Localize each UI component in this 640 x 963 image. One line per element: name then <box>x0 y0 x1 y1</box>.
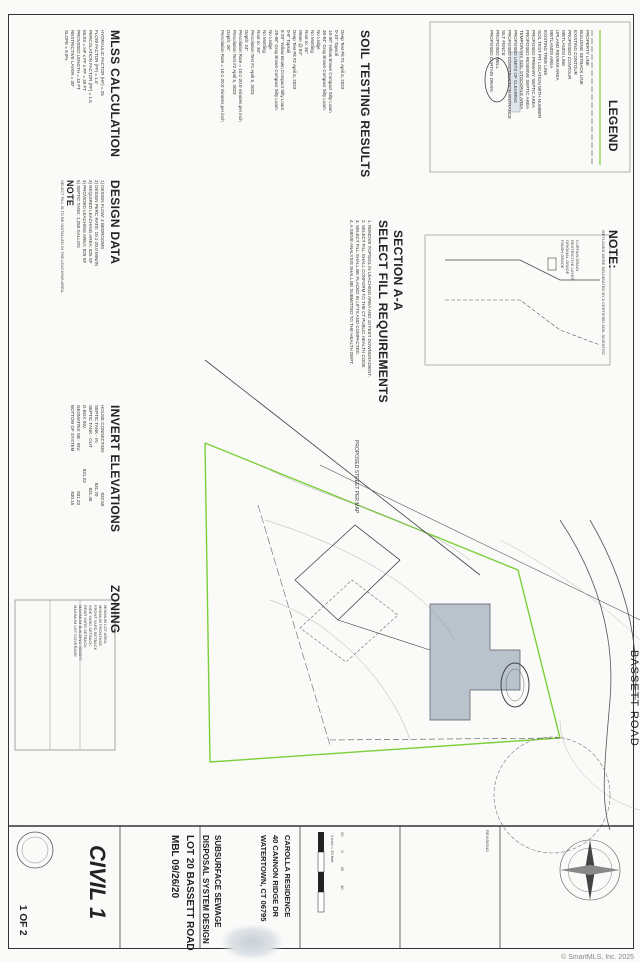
contour-line <box>270 600 410 740</box>
invert-value: 830.15 <box>70 491 75 506</box>
invert-row <box>87 405 93 506</box>
design-data-lines <box>75 180 105 266</box>
scale-bar <box>318 832 324 912</box>
road-label: BASSETT ROAD <box>628 650 640 747</box>
soil-test-line: Root to: 36" <box>304 30 309 54</box>
soil-testing-heading: SOIL TESTING RESULTS <box>358 30 372 178</box>
legend-heading: LEGEND <box>606 100 620 152</box>
section-heading: SECTION A-A <box>391 230 405 311</box>
select-fill-line: 2. SELECT FILL SHALL CONFORM TO THE CT PUBLIC HEALTH CODE. <box>361 220 366 369</box>
north-arrow-icon <box>560 840 620 900</box>
legend-item: PROPOSED PRIMARY SEPTIC AREA <box>531 30 536 108</box>
legend-item: SILT FENCE <box>501 30 506 56</box>
contour-line <box>500 540 640 640</box>
zoning-row: MAXIMUM BUILDING HEIGHT <box>78 605 83 661</box>
client-address: 40 CANNON RIDGE DR <box>271 835 280 918</box>
property-line <box>320 465 640 620</box>
scale-ticks <box>340 832 345 904</box>
legend-item: PROPOSED LIMITS OF CLEARING <box>513 30 518 104</box>
legend-item: EXISTING TREE LINE <box>543 30 548 76</box>
section-labels <box>560 240 580 280</box>
soil-test-line: 30-84" Gray Brown Compact Silty Loam <box>322 30 327 110</box>
legend-item: PROPOSED RESERVE SEPTIC AREA <box>525 30 530 109</box>
mlss-line: RESTRICTIVE LAYER = 30" <box>70 30 75 88</box>
design-data-heading: DESIGN DATA <box>108 180 122 265</box>
scale-label: 1 inch = 20 feet <box>330 835 335 863</box>
mbl-label: MBL 09/26/20 <box>169 835 180 899</box>
scale-tick-label: 40 <box>340 885 345 890</box>
soil-test-line: Deep Test Pit #2 April 6, 2023 <box>292 30 297 90</box>
client-city: WATERTOWN, CT 06795 <box>259 835 268 922</box>
sewer-pipe <box>338 620 430 650</box>
mlss-line: SLOPE = 8.0% <box>64 30 69 61</box>
zoning-rows <box>73 605 108 661</box>
select-fill-lines <box>348 220 372 377</box>
legend-item: SOIL TEST PIT LOCATION WITH NUMBER <box>537 30 542 119</box>
soil-test-line: Depth: 26" <box>226 30 231 52</box>
zoning-block <box>108 585 122 633</box>
plan-title-1: SUBSURFACE SEWAGE <box>213 835 222 928</box>
section-label: FINISH GRADE <box>560 240 565 269</box>
contour-line <box>270 470 470 560</box>
invert-elevations-block <box>108 405 122 532</box>
invert-value: 831.23 <box>76 491 81 506</box>
zoning-heading: ZONING <box>108 585 122 634</box>
soil-test-line: 28-86" Gray Brown Compact Silty Loam <box>274 30 279 110</box>
scale-tick-label: 20 <box>340 866 345 872</box>
zoning-row: MINIMUM LOT AREA <box>103 605 108 644</box>
watermark: © SmartMLS, Inc. 2025 <box>561 954 634 961</box>
invert-row <box>93 405 99 506</box>
invert-rows <box>69 405 105 506</box>
soil-test-line: Water @ 84" <box>298 30 303 56</box>
soil-test-line: 0-10" Topsoil <box>334 30 339 56</box>
section-label: CURTAIN DRAIN <box>575 240 580 271</box>
revisions-label: REVISIONS <box>485 830 490 852</box>
select-fill-heading: SELECT FILL REQUIREMENTS <box>376 220 390 403</box>
note-block <box>601 230 620 356</box>
soil-test-line: Deep Test Pit #1 April 6, 2023 <box>340 30 345 90</box>
invert-label: D-BOX INV. <box>82 405 87 429</box>
select-fill-line: 4. A SIEVE ANALYSIS SHALL BE SUBMITTED TO THE HEALTH DEPT. <box>349 220 354 365</box>
client-name: CAROLLA RESIDENCE <box>283 835 292 918</box>
legend-item: PROPOSED CONSTRUCTION ENTRANCE <box>507 30 512 120</box>
invert-row <box>75 405 81 506</box>
soil-test-line: No Ledge <box>268 30 273 50</box>
invert-row <box>69 405 75 506</box>
mlss-line: PERCOLATION FACTOR (PF) = 1.5 <box>88 30 93 103</box>
mlss-lines <box>63 30 105 103</box>
zoning-row: SIDE YARD SETBACK <box>88 605 93 646</box>
zoning-row: MINIMUM FRONTAGE <box>98 605 103 647</box>
legend-item: PROPOSED CURTAIN DRAIN <box>489 30 494 92</box>
project-title: LOT 20 BASSETT ROAD <box>184 835 195 951</box>
plan-title-2: DISPOSAL SYSTEM DESIGN <box>201 835 210 944</box>
section-a-a-drawing <box>425 235 610 365</box>
cul-de-sac <box>494 737 610 853</box>
soil-test-line: No Mottling <box>262 30 267 53</box>
invert-value: 832.50 <box>100 492 105 507</box>
soil-test-line: Percolation Rate = 10.1-20.0 minutes per inch <box>238 30 243 122</box>
soil-test-line: Percolation Test #2 April 6, 2023 <box>232 30 237 95</box>
legend-item: PROPERTY LINE <box>585 30 590 66</box>
design-data-line: 2) DESIGN PERC RATE: 10.1-20.0 MIN/IN <box>94 180 99 266</box>
design-data-line: 3) REQUIRED LEACHING AREA: 825 SF <box>88 180 93 264</box>
section-label: ORIGINAL GRADE <box>565 240 570 275</box>
legend-block <box>606 100 620 152</box>
mlss-block <box>108 30 122 157</box>
sheet-number: 1 OF 2 <box>17 905 28 936</box>
select-fill-line: 1. REMOVE TOPSOIL IN LEACHING AREA AND 10 FEET DOWNGRADIENT. <box>367 220 372 377</box>
invert-label: HOUSE CONNECTION <box>100 405 105 453</box>
select-fill-block <box>376 220 390 403</box>
design-data-line: 5) SEPTIC TANK: 1,250 GALLON <box>76 180 81 248</box>
zoning-row: REAR YARD SETBACK <box>83 605 88 648</box>
legend-item: PROPOSED WELL <box>495 30 500 70</box>
invert-row <box>99 405 105 506</box>
legend-item: TEMPORARY SOIL STOCKPILE AREA <box>519 30 524 110</box>
mlss-line: PROVIDED LENGTH = 43 FT <box>76 30 81 90</box>
legend-item: UPLAND REVIEW AREA <box>555 30 560 81</box>
soil-test-line: 8-28" Yellow Brown Compact Silty Loam <box>280 30 285 111</box>
mlss-heading: MLSS CALCULATION <box>108 30 122 158</box>
road-edge <box>560 520 611 830</box>
design-data-block <box>108 180 122 264</box>
design-note: NOTE SELECT FILL IS TO BE INSTALLED IN THE LEACHING AREA. <box>60 180 75 294</box>
leaching-area <box>295 525 400 620</box>
invert-label: GEOMATRIX SB - INV. <box>76 405 81 452</box>
legend-item: PROPOSED CONTOUR <box>567 30 572 80</box>
engineer-seal <box>17 832 53 868</box>
invert-value: 831.70 <box>94 482 99 497</box>
soil-test-line: Root to: 30" <box>256 30 261 54</box>
zoning-row: MAXIMUM LOT COVERAGE <box>73 605 78 657</box>
scale-tick-label: 20 <box>340 832 345 837</box>
soil-test-line: Percolation Rate = 10.1-20.0 minutes per inch <box>220 30 225 122</box>
note-heading: NOTE: <box>606 230 620 269</box>
soil-test-line: Percolation Test #1 April 6, 2023 <box>250 30 255 95</box>
mlss-line: HYDRAULIC FACTOR (HF) = 26 <box>100 30 105 96</box>
scan-smudge <box>222 925 282 959</box>
street-label: PROPOSED STREET PER MAP <box>353 440 359 514</box>
firm-logo: CIVIL 1 <box>85 845 110 920</box>
design-data-line: 1) DESIGN FLOW: 4 BEDROOMS <box>100 180 105 250</box>
contour-line <box>265 520 455 640</box>
scale-tick-label: 0 <box>340 850 345 853</box>
section-label: RESTRICTIVE LAYER <box>570 240 575 281</box>
invert-label: BOTTOM OF SYSTEM <box>70 405 75 452</box>
invert-label: SEPTIC TANK - IN <box>94 405 99 443</box>
mlss-line: FLOW FACTOR (FF) = 1.0 <box>94 30 99 84</box>
soil-testing-lines <box>219 30 345 122</box>
wetlands-line <box>205 443 560 762</box>
legend-item: BUILDING SETBACK LINE <box>579 30 584 85</box>
mlss-line: MLSS = HF x FF x PF = 39 FT <box>82 30 87 92</box>
zoning-row: FRONT YARD SETBACK <box>93 605 98 651</box>
soil-test-line: No Mottling <box>310 30 315 53</box>
soil-test-line: 0-8" Topsoil <box>286 30 291 54</box>
invert-value: 831.45 <box>88 487 93 502</box>
design-data-line: 4) PROVIDED LEACHING AREA: 825 SF <box>82 180 87 264</box>
soil-test-line: 10-30" Yellow Brown Compact Silty Loam <box>328 30 333 113</box>
invert-label: SEPTIC TANK - OUT <box>88 405 93 448</box>
property-line <box>205 360 480 575</box>
legend-items <box>488 30 590 119</box>
invert-heading: INVERT ELEVATIONS <box>108 405 122 533</box>
reserve-area <box>300 580 398 662</box>
soil-test-line: No Ledge <box>316 30 321 50</box>
invert-value: 831.23 <box>82 468 87 483</box>
legend-item: EXISTING CONTOUR <box>573 30 578 75</box>
legend-item: WETLANDS AREA <box>549 30 554 69</box>
select-fill-line: 3. SELECT FILL SHALL BE PLACED IN LIFTS AND COMPACTED. <box>355 220 360 356</box>
legend-item: WETLANDS LINE <box>561 30 566 67</box>
note-text: WETLANDS WERE DELINEATED BY A CERTIFIED SOIL SCIENTIST. <box>601 230 606 356</box>
soil-testing-block <box>358 30 372 178</box>
soil-test-line: Depth: 24" <box>244 30 249 52</box>
